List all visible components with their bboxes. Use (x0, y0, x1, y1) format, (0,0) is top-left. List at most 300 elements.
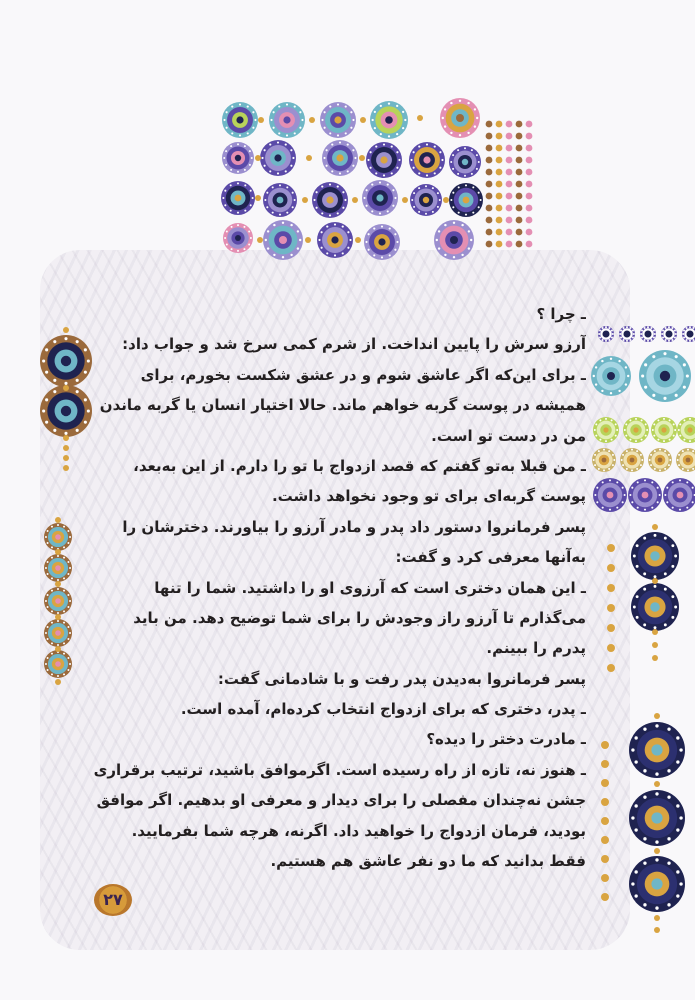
decor-dot (57, 620, 59, 622)
decor-dot (396, 133, 398, 135)
decor-dot (612, 454, 614, 456)
decor-dot (601, 741, 609, 749)
decor-dot (231, 132, 233, 134)
decor-dot (516, 133, 523, 140)
decor-dot (299, 111, 301, 113)
decor-dot (76, 379, 79, 382)
decor-dot (458, 186, 460, 188)
decor-dot (664, 572, 667, 575)
decor-dot (461, 224, 463, 226)
decor-dot (655, 840, 658, 843)
decor-dot (674, 429, 676, 431)
decor-dot (55, 679, 61, 685)
decor-circle (385, 116, 393, 124)
decor-dot (616, 429, 618, 431)
decor-dot (607, 644, 615, 652)
decor-dot (641, 336, 643, 338)
decor-dot (689, 440, 691, 442)
decor-dot (472, 212, 474, 214)
decor-dot (67, 594, 69, 596)
decor-dot (675, 394, 678, 397)
decor-dot (633, 555, 636, 558)
decor-dot (618, 360, 620, 362)
decor-dot (444, 224, 446, 226)
decor-dot (636, 468, 638, 470)
decor-dot (339, 141, 341, 143)
decor-dot (299, 239, 301, 241)
decor-dot (496, 205, 503, 212)
decor-dot (337, 134, 339, 136)
decor-dot (644, 386, 647, 389)
decor-dot (425, 185, 427, 187)
decor-dot (371, 210, 373, 212)
decor-dot (612, 333, 614, 335)
decor-dot (76, 340, 79, 343)
decor-dot (286, 212, 288, 214)
decor-dot (392, 189, 394, 191)
decor-dot (601, 360, 603, 362)
decor-dot (644, 479, 646, 481)
decor-dot (57, 524, 59, 526)
decor-dot (76, 429, 79, 432)
decor-dot (389, 228, 391, 230)
decor-circle (667, 332, 670, 335)
decor-dot (45, 398, 48, 401)
decor-dot (676, 804, 679, 807)
decor-dot (84, 348, 87, 351)
decor-dot (471, 173, 473, 175)
decor-dot (671, 616, 674, 619)
decor-dot (63, 445, 69, 451)
decor-dot (223, 119, 225, 121)
decor-dot (689, 418, 691, 420)
decor-dot (664, 494, 666, 496)
decor-dot (318, 239, 320, 241)
decor-dot (244, 169, 246, 171)
decor-dot (458, 212, 460, 214)
decor-circle (380, 156, 387, 163)
decor-dot (611, 330, 613, 332)
decor-circle (650, 602, 660, 612)
decor-circle (633, 427, 638, 432)
decor-dot (674, 606, 677, 609)
decor-dot (476, 154, 478, 156)
decor-dot (402, 111, 404, 113)
decor-dot (436, 239, 438, 241)
decor-dot (450, 132, 452, 134)
decor-dot (593, 375, 595, 377)
decor-dot (654, 534, 657, 537)
decor-dot (67, 530, 69, 532)
decor-dot (661, 333, 663, 335)
decor-dot (367, 159, 369, 161)
decor-dot (629, 327, 631, 329)
decor-dot (654, 450, 656, 452)
decor-dot (643, 588, 646, 591)
decor-dot (593, 459, 595, 461)
decor-dot (650, 454, 652, 456)
decor-dot (689, 326, 691, 328)
decor-dot (594, 464, 596, 466)
decor-dot (653, 336, 655, 338)
decor-dot (290, 254, 292, 256)
decor-dot (342, 207, 344, 209)
decor-dot (350, 127, 352, 129)
decor-dot (375, 172, 377, 174)
decor-dot (255, 195, 261, 201)
decor-dot (453, 256, 455, 258)
decor-dot (671, 544, 674, 547)
decor-dot (391, 172, 393, 174)
decor-dot (334, 254, 336, 256)
decor-circle (235, 155, 241, 161)
decor-circle (55, 534, 61, 540)
decor-dot (683, 419, 685, 421)
decor-dot (237, 250, 239, 252)
decor-circle (607, 372, 615, 380)
decor-dot (692, 487, 694, 489)
decor-dot (258, 117, 264, 123)
decor-dot (647, 340, 649, 342)
decor-dot (63, 653, 65, 655)
decor-dot (595, 366, 597, 368)
decor-dot (375, 146, 377, 148)
story-text (92, 299, 586, 876)
decor-dot (669, 419, 671, 421)
decor-dot (439, 151, 441, 153)
decor-dot (270, 119, 272, 121)
decor-dot (63, 610, 65, 612)
decor-dot (621, 459, 623, 461)
decor-dot (252, 197, 254, 199)
decor-dot (641, 459, 643, 461)
decor-dot (439, 167, 441, 169)
decor-dot (486, 133, 493, 140)
decor-dot (632, 336, 634, 338)
decor-dot (659, 449, 661, 451)
decor-dot (671, 327, 673, 329)
decor-dot (439, 199, 441, 201)
decor-dot (45, 348, 48, 351)
decor-dot (239, 103, 241, 105)
decor-dot (643, 903, 646, 906)
story-line: ـ این همان دختری است که آرزوی او را داشتید. شما را تنها (154, 578, 586, 597)
decor-dot (63, 385, 69, 391)
decor-dot (683, 336, 685, 338)
decor-dot (637, 507, 639, 509)
decor-circle (326, 196, 333, 203)
decor-dot (654, 927, 660, 933)
decor-dot (222, 197, 224, 199)
decor-dot (402, 197, 408, 203)
decor-dot (273, 127, 275, 129)
decor-dot (63, 546, 65, 548)
decor-dot (363, 197, 365, 199)
decor-dot (396, 151, 398, 153)
decor-circle (602, 458, 607, 463)
decor-dot (437, 206, 439, 208)
decor-circle (376, 194, 383, 201)
decor-dot (506, 217, 513, 224)
decor-dot (69, 567, 71, 569)
decor-dot (683, 330, 685, 332)
decor-dot (516, 157, 523, 164)
decor-dot (615, 435, 617, 437)
story-line: ـ چرا ؟ (536, 305, 586, 323)
decor-dot (368, 233, 370, 235)
decor-dot (226, 111, 228, 113)
decor-dot (443, 197, 449, 203)
decor-dot (674, 330, 676, 332)
decor-dot (373, 254, 375, 256)
decor-dot (380, 105, 382, 107)
decor-dot (57, 555, 59, 557)
decor-dot (379, 181, 381, 183)
decor-dot (516, 217, 523, 224)
decor-dot (619, 333, 621, 335)
decor-dot (278, 132, 280, 134)
decor-dot (654, 848, 660, 854)
decor-dot (277, 141, 279, 143)
decor-dot (615, 423, 617, 425)
decor-dot (47, 626, 49, 628)
decor-dot (250, 204, 252, 206)
decor-dot (654, 468, 656, 470)
decor-dot (374, 127, 376, 129)
decor-dot (418, 172, 420, 174)
decor-dot (496, 133, 503, 140)
decor-dot (286, 134, 288, 136)
decor-dot (286, 103, 288, 105)
decor-dot (381, 225, 383, 227)
decor-dot (655, 906, 658, 909)
decor-dot (67, 669, 69, 671)
decor-dot (496, 145, 503, 152)
decor-dot (226, 127, 228, 129)
decor-dot (51, 557, 53, 559)
decor-dot (347, 144, 349, 146)
decor-dot (224, 190, 226, 192)
decor-dot (610, 392, 612, 394)
decor-dot (383, 143, 385, 145)
decor-dot (47, 594, 49, 596)
decor-dot (290, 224, 292, 226)
decor-dot (644, 327, 646, 329)
decor-circle (55, 661, 61, 667)
decor-dot (640, 464, 642, 466)
decor-dot (607, 604, 615, 612)
decor-dot (277, 172, 279, 174)
decor-dot (526, 157, 533, 164)
decor-dot (692, 327, 694, 329)
decor-dot (526, 181, 533, 188)
decor-dot (672, 507, 674, 509)
decor-dot (272, 212, 274, 214)
decor-dot (226, 243, 228, 245)
decor-dot (63, 455, 69, 461)
decor-dot (450, 102, 452, 104)
decor-dot (237, 224, 239, 226)
decor-dot (605, 326, 607, 328)
decor-circle (55, 565, 61, 571)
decor-dot (682, 450, 684, 452)
decor-dot (666, 487, 668, 489)
decor-dot (594, 494, 596, 496)
decor-dot (668, 464, 670, 466)
decor-dot (63, 557, 65, 559)
decor-dot (452, 192, 454, 194)
story-line: من در دست تو است. (431, 426, 586, 445)
decor-dot (51, 546, 53, 548)
story-line: ـ من قبلا به‌تو گفتم که قصد ازدواج با تو را دارم. از این به‌بعد، (133, 456, 586, 475)
decor-dot (652, 394, 655, 397)
decor-dot (347, 247, 349, 249)
decor-dot (676, 736, 679, 739)
decor-dot (247, 106, 249, 108)
decor-dot (659, 469, 661, 471)
decor-dot (464, 147, 466, 149)
decor-dot (486, 241, 493, 248)
decor-dot (675, 355, 678, 358)
decor-dot (686, 339, 688, 341)
decor-dot (329, 132, 331, 134)
decor-dot (663, 352, 666, 355)
decor-dot (464, 175, 466, 177)
decor-dot (467, 132, 469, 134)
decor-dot (248, 243, 250, 245)
decor-dot (603, 449, 605, 451)
decor-dot (643, 769, 646, 772)
decor-dot (647, 326, 649, 328)
decor-dot (601, 390, 603, 392)
decor-dot (459, 134, 461, 136)
decor-dot (635, 440, 637, 442)
decor-dot (632, 330, 634, 332)
decor-dot (631, 816, 634, 819)
decor-dot (664, 468, 666, 470)
decor-dot (602, 481, 604, 483)
decor-dot (601, 798, 609, 806)
decor-dot (285, 170, 287, 172)
decor-dot (324, 127, 326, 129)
decor-circle (334, 116, 341, 123)
decor-dot (686, 327, 688, 329)
decor-dot (676, 894, 679, 897)
decor-dot (244, 145, 246, 147)
story-line: پسر فرمانروا دستور داد پدر و مادر آرزو را بیاورند. دخترشان را (122, 517, 586, 536)
decor-dot (331, 170, 333, 172)
decor-dot (413, 151, 415, 153)
decor-dot (450, 161, 452, 163)
decor-dot (321, 186, 323, 188)
decor-dot (290, 149, 292, 151)
decor-dot (662, 330, 664, 332)
decor-dot (655, 772, 658, 775)
decor-dot (63, 673, 65, 675)
decor-dot (42, 409, 45, 412)
decor-dot (601, 760, 609, 768)
decor-dot (608, 450, 610, 452)
decor-dot (321, 212, 323, 214)
decor-dot (63, 327, 69, 333)
decor-dot (394, 249, 396, 251)
decor-dot (634, 736, 637, 739)
decor-dot (84, 398, 87, 401)
decor-dot (459, 100, 461, 102)
decor-circle (603, 427, 608, 432)
decor-dot (657, 439, 659, 441)
decor-dot (57, 644, 59, 646)
decor-dot (664, 450, 666, 452)
decor-dot (84, 371, 87, 374)
decor-dot (516, 193, 523, 200)
decor-dot (652, 629, 658, 635)
decor-dot (237, 182, 239, 184)
decor-dot (671, 339, 673, 341)
decor-dot (613, 459, 615, 461)
decor-dot (601, 855, 609, 863)
decor-dot (294, 199, 296, 201)
decor-dot (506, 241, 513, 248)
decor-dot (643, 837, 646, 840)
decor-dot (605, 340, 607, 342)
decor-dot (450, 199, 452, 201)
decor-dot (366, 189, 368, 191)
decor-dot (679, 748, 682, 751)
decor-dot (345, 132, 347, 134)
decor-dot (610, 358, 612, 360)
decor-dot (434, 172, 436, 174)
decor-circle (283, 116, 290, 123)
decor-dot (47, 638, 49, 640)
decor-dot (643, 537, 646, 540)
decor-dot (631, 469, 633, 471)
decor-dot (411, 199, 413, 201)
decor-dot (624, 429, 626, 431)
decor-dot (663, 440, 665, 442)
decor-dot (264, 149, 266, 151)
decor-dot (342, 226, 344, 228)
decor-dot (605, 418, 607, 420)
decor-dot (290, 165, 292, 167)
decor-dot (247, 132, 249, 134)
decor-dot (47, 530, 49, 532)
decor-dot (645, 435, 647, 437)
decor-dot (625, 383, 627, 385)
decor-dot (396, 241, 398, 243)
decor-dot (51, 653, 53, 655)
decor-dot (651, 481, 653, 483)
decor-dot (478, 206, 480, 208)
decor-dot (641, 374, 644, 377)
decor-dot (67, 638, 69, 640)
decor-dot (267, 230, 269, 232)
decor-dot (601, 836, 609, 844)
decor-dot (452, 168, 454, 170)
decor-dot (607, 664, 615, 672)
story-line: ـ برای این‌که اگر عاشق شوم و در عشق شکست بخورم، برای (140, 365, 586, 384)
decor-dot (644, 509, 646, 511)
decor-dot (306, 155, 312, 161)
decor-dot (623, 327, 625, 329)
decor-dot (334, 223, 336, 225)
decor-dot (626, 468, 628, 470)
decor-dot (631, 487, 633, 489)
decor-dot (244, 210, 246, 212)
decor-dot (599, 330, 601, 332)
decor-dot (629, 494, 631, 496)
decor-dot (373, 228, 375, 230)
